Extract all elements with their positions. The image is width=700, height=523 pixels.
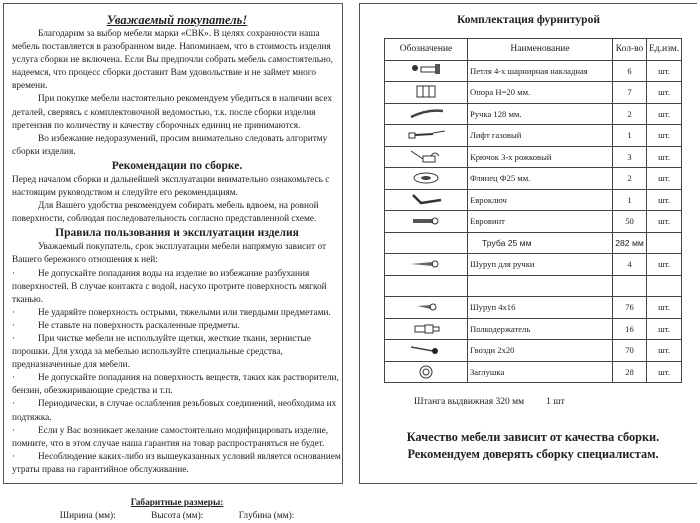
width-label: Ширина (мм): (59, 511, 116, 522)
intro-paragraph: Благодарим за выбор мебели марки «СВК». В целях сохранности наша мебель поставляется в разобранном виде. Напоминаем, что в стоимость изделия услуга сборки не включена. Если Вы предпочли собрать мебель самостоятельно, надеемся, что процесс сборки доставит Вам удовольствие и не займет много времени. (12, 29, 333, 92)
rule-item (12, 451, 342, 477)
qty-cell: 76 (613, 297, 647, 319)
qty-cell: 4 (613, 254, 647, 276)
name-cell: Флянец Ф25 мм. (468, 168, 613, 190)
unit-cell: шт. (647, 103, 682, 125)
assembly-paragraph: Перед началом сборки и дальнейшей эксплуатации внимательно ознакомьтесь с настоящим руководством и следуйте его рекомендациям. (12, 174, 330, 199)
unit-cell: шт. (647, 318, 682, 340)
designation-cell (385, 60, 468, 82)
dimensions-title: Габаритные размеры: (130, 498, 224, 508)
table-row (385, 297, 682, 319)
designation-cell (385, 211, 468, 233)
designation-cell (385, 340, 468, 362)
unit-cell: шт. (647, 125, 682, 147)
name-cell: Евровинт (468, 211, 613, 233)
designation-cell (385, 146, 468, 168)
extra-item (414, 397, 565, 407)
designation-cell (385, 189, 468, 211)
bullet: · (12, 399, 16, 410)
table-row (385, 340, 682, 362)
designation-cell (385, 275, 468, 297)
hardware-title: Комплектация фурнитурой (457, 14, 600, 26)
rule-item (12, 307, 342, 320)
name-cell: Петля 4-х шарнирная накладная (468, 60, 613, 82)
name-cell: Труба 25 мм (468, 232, 613, 254)
rule-text: При чистке мебели не используйте щетки, жесткие ткани, зернистые порошки. Для ухода за мебелью используйте специальные средства, предназначенные для мебели. (12, 333, 311, 371)
header-name: Наименование (468, 39, 613, 61)
name-cell: Ручка 128 мм. (468, 103, 613, 125)
name-cell: Шуруп для ручки (468, 254, 613, 276)
qty-cell: 28 (613, 361, 647, 383)
name-cell: Полкодержатель (468, 318, 613, 340)
designation-cell (385, 254, 468, 276)
table-row (385, 125, 682, 147)
designation-cell (385, 361, 468, 383)
extra-item-qty: 1 шт (546, 397, 565, 407)
designation-cell (385, 103, 468, 125)
dimensions-row (12, 510, 342, 523)
extra-item-name: Штанга выдвижная 320 мм (414, 397, 525, 407)
table-row (385, 146, 682, 168)
rule-item (12, 320, 342, 333)
table-row (385, 211, 682, 233)
designation-cell (385, 168, 468, 190)
rules-list (12, 268, 342, 478)
table-header (385, 39, 682, 61)
header-unit: Ед.изм. (647, 39, 682, 61)
rule-text: Несоблюдение каких-либо из вышеуказанных условий является основанием утраты права на гарантийное обслуживание. (12, 451, 341, 475)
name-cell: Гвозди 2x20 (468, 340, 613, 362)
bullet: · (12, 373, 16, 384)
unit-cell: шт. (647, 82, 682, 104)
bullet: · (12, 425, 16, 436)
nail-icon (403, 340, 449, 360)
unit-cell: шт. (647, 189, 682, 211)
rule-item (12, 268, 342, 307)
rule-text: Периодически, в случае ослабления резьбовых соединений, необходима их подтяжка. (12, 399, 337, 423)
designation-cell (385, 232, 468, 254)
hook-icon (403, 147, 449, 167)
support-foot-icon (403, 82, 449, 102)
table-row (385, 275, 682, 297)
table-row (385, 60, 682, 82)
gas-lift-icon (403, 125, 449, 145)
qty-cell: 50 (613, 211, 647, 233)
hinge-icon (403, 61, 449, 81)
table-row (385, 254, 682, 276)
assembly-paragraph: Для Вашего удобства рекомендуем собирать мебель вдвоем, на ровной поверхности, соблюдая последовательность согласно представленной схеме. (12, 201, 319, 225)
quality-line: Рекомендуем доверять сборку специалистам. (407, 447, 659, 461)
table-row (385, 361, 682, 383)
qty-cell (613, 275, 647, 297)
left-page (3, 3, 343, 522)
unit-cell: шт. (647, 146, 682, 168)
header-qty: Кол-во (613, 39, 647, 61)
unit-cell (647, 232, 682, 254)
quality-notice (368, 429, 698, 463)
unit-cell: шт. (647, 297, 682, 319)
table-row (385, 82, 682, 104)
unit-cell: шт. (647, 361, 682, 383)
qty-cell: 2 (613, 103, 647, 125)
qty-cell: 70 (613, 340, 647, 362)
name-cell: Крючок 3-х рожковый (468, 146, 613, 168)
handle-screw-icon (403, 254, 449, 274)
unit-cell: шт. (647, 60, 682, 82)
qty-cell: 16 (613, 318, 647, 340)
unit-cell: шт. (647, 168, 682, 190)
rule-text: Не допускайте попадания на поверхность веществ, таких как растворители, бензин, обезжиривающие средства и т.п. (12, 373, 339, 397)
qty-cell: 2 (613, 168, 647, 190)
name-cell (468, 275, 613, 297)
table-row (385, 168, 682, 190)
bullet: · (12, 451, 16, 462)
rule-text: Не допускайте попадания воды на изделие во избежание разбухания поверхностей. В случае контакта с водой, насухо протрите поверхность мягкой тканью. (12, 268, 327, 305)
header-designation: Обозначение (385, 39, 468, 61)
bullet: · (12, 307, 16, 318)
quality-line: Качество мебели зависит от качества сборки. (406, 430, 660, 444)
qty-cell: 3 (613, 146, 647, 168)
bullet: · (12, 333, 16, 344)
intro-paragraph: При покупке мебели настоятельно рекомендуем убедиться в наличии всех деталей, сверяясь с комплектовочной ведомостью, т.к. после сборки изделия претензия по количеству и качеству сборочных единиц не принимаются. (12, 94, 333, 131)
unit-cell: шт. (647, 254, 682, 276)
designation-cell (385, 82, 468, 104)
qty-cell: 1 (613, 189, 647, 211)
euro-screw-icon (403, 211, 449, 231)
left-page-text (12, 12, 342, 523)
qty-cell: 1 (613, 125, 647, 147)
intro-paragraph: Во избежание недоразумений, просим внимательно следовать алгоритму сборки изделия. (12, 133, 328, 157)
flange-icon (403, 168, 449, 188)
height-label: Высота (мм): (151, 511, 204, 522)
table-row (385, 318, 682, 340)
assembly-heading: Рекомендации по сборке. (111, 159, 243, 172)
cap-icon (403, 362, 449, 382)
unit-cell: шт. (647, 211, 682, 233)
name-cell: Шуруп 4x16 (468, 297, 613, 319)
hardware-table (384, 38, 682, 383)
unit-cell (647, 275, 682, 297)
qty-cell: 7 (613, 82, 647, 104)
wood-screw-icon (403, 297, 449, 317)
bullet: · (12, 320, 16, 331)
handle-icon (403, 104, 449, 124)
rule-item (12, 425, 342, 451)
unit-cell: шт. (647, 340, 682, 362)
rule-item (12, 372, 342, 398)
right-page (359, 3, 697, 484)
depth-label: Глубина (мм): (238, 511, 295, 522)
bullet: · (12, 268, 16, 279)
rule-text: Не ударяйте поверхность острыми, тяжелыми или твердыми предметами. (38, 307, 331, 318)
qty-cell: 282 мм (613, 232, 647, 254)
name-cell: Евроключ (468, 189, 613, 211)
rule-text: Не ставьте на поверхность раскаленные предметы. (38, 320, 240, 331)
designation-cell (385, 125, 468, 147)
rule-text: Если у Вас возникает желание самостоятельно модифицировать изделие, помните, что в этом случае наша гарантия на товар распространяться не будет. (12, 425, 329, 449)
rules-intro: Уважаемый покупатель, срок эксплуатации мебели напрямую зависит от Вашего бережного отношения к ней: (12, 242, 327, 266)
rule-item (12, 333, 342, 372)
table-row (385, 103, 682, 125)
rule-item (12, 398, 342, 424)
rules-heading: Правила пользования и эксплуатации изделия (55, 227, 299, 240)
name-cell: Лифт газовый (468, 125, 613, 147)
greeting-title: Уважаемый покупатель! (106, 13, 248, 27)
shelf-support-icon (403, 319, 449, 339)
name-cell: Заглушка (468, 361, 613, 383)
designation-cell (385, 318, 468, 340)
table-row (385, 189, 682, 211)
table-row (385, 232, 682, 254)
designation-cell (385, 297, 468, 319)
hex-key-icon (403, 190, 449, 210)
name-cell: Опора H=20 мм. (468, 82, 613, 104)
qty-cell: 6 (613, 60, 647, 82)
